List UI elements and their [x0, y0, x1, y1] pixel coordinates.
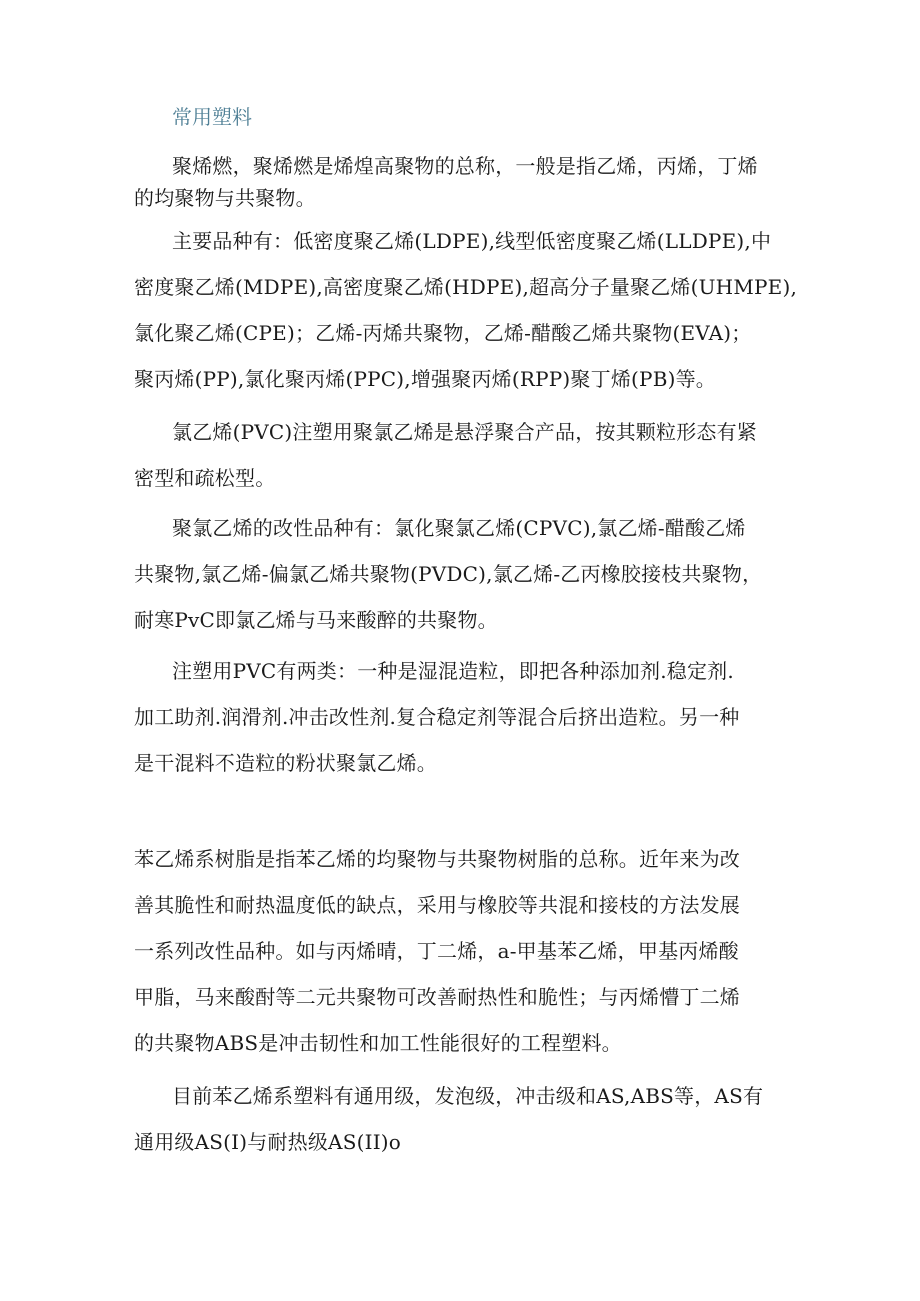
text-line: 氯乙烯(PVC)注塑用聚氯乙烯是悬浮聚合产品，按其颗粒形态有紧 — [172, 420, 758, 444]
text-line: 通用级AS(I)与耐热级AS(II)o — [134, 1130, 402, 1154]
text-line: 目前苯乙烯系塑料有通用级，发泡级，冲击级和AS,ABS等，AS有 — [172, 1084, 764, 1108]
text-line: 苯乙烯系树脂是指苯乙烯的均聚物与共聚物树脂的总称。近年来为改 — [134, 847, 740, 871]
text-line: 的共聚物ABS是冲击韧性和加工性能很好的工程塑料。 — [134, 1031, 622, 1055]
text-line: 氯化聚乙烯(CPE)；乙烯-丙烯共聚物，乙烯-醋酸乙烯共聚物(EVA)； — [134, 321, 752, 345]
paragraph-polyolefin — [134, 150, 794, 214]
text-line: 密型和疏松型。 — [134, 466, 276, 490]
text-line: 主要品种有：低密度聚乙烯(LDPE),线型低密度聚乙烯(LLDPE),中 — [172, 229, 772, 253]
paragraph-pvc-modified — [134, 512, 794, 636]
text-line: 是干混料不造粒的粉状聚氯乙烯。 — [134, 751, 437, 775]
paragraph-styrene-grades — [134, 1080, 794, 1158]
paragraph-pvc-injection — [134, 655, 794, 779]
text-line: 聚氯乙烯的改性品种有：氯化聚氯乙烯(CPVC),氯乙烯-醋酸乙烯 — [172, 516, 746, 540]
text-line: 注塑用PVC有两类：一种是湿混造粒，即把各种添加剂.稳定剂. — [172, 659, 734, 683]
text-line: 密度聚乙烯(MDPE),高密度聚乙烯(HDPE),超高分子量聚乙烯(UHMPE), — [134, 275, 798, 299]
text-line: 共聚物,氯乙烯-偏氯乙烯共聚物(PVDC),氯乙烯-乙丙橡胶接枝共聚物， — [134, 562, 763, 586]
document-title: 常用塑料 — [172, 105, 252, 129]
text-line: 聚烯燃，聚烯燃是烯煌高聚物的总称，一般是指乙烯，丙烯，丁烯 — [172, 154, 758, 178]
text-line: 加工助剂.润滑剂.冲击改性剂.复合稳定剂等混合后挤出造粒。另一种 — [134, 705, 740, 729]
text-line: 一系列改性品种。如与丙烯晴，丁二烯，a-甲基苯乙烯，甲基丙烯酸 — [134, 939, 739, 963]
paragraph-main-varieties — [134, 225, 798, 395]
text-line: 的均聚物与共聚物。 — [134, 186, 316, 210]
paragraph-pvc — [134, 416, 794, 494]
text-line: 善其脆性和耐热温度低的缺点，采用与橡胶等共混和接枝的方法发展 — [134, 893, 740, 917]
text-line: 耐寒PvC即氯乙烯与马来酸醉的共聚物。 — [134, 608, 498, 632]
paragraph-styrene — [134, 843, 794, 1059]
text-line: 聚丙烯(PP),氯化聚丙烯(PPC),增强聚丙烯(RPP)聚丁烯(PB)等。 — [134, 367, 716, 391]
text-line: 甲脂，马来酸酎等二元共聚物可改善耐热性和脆性；与丙烯懵丁二烯 — [134, 985, 740, 1009]
